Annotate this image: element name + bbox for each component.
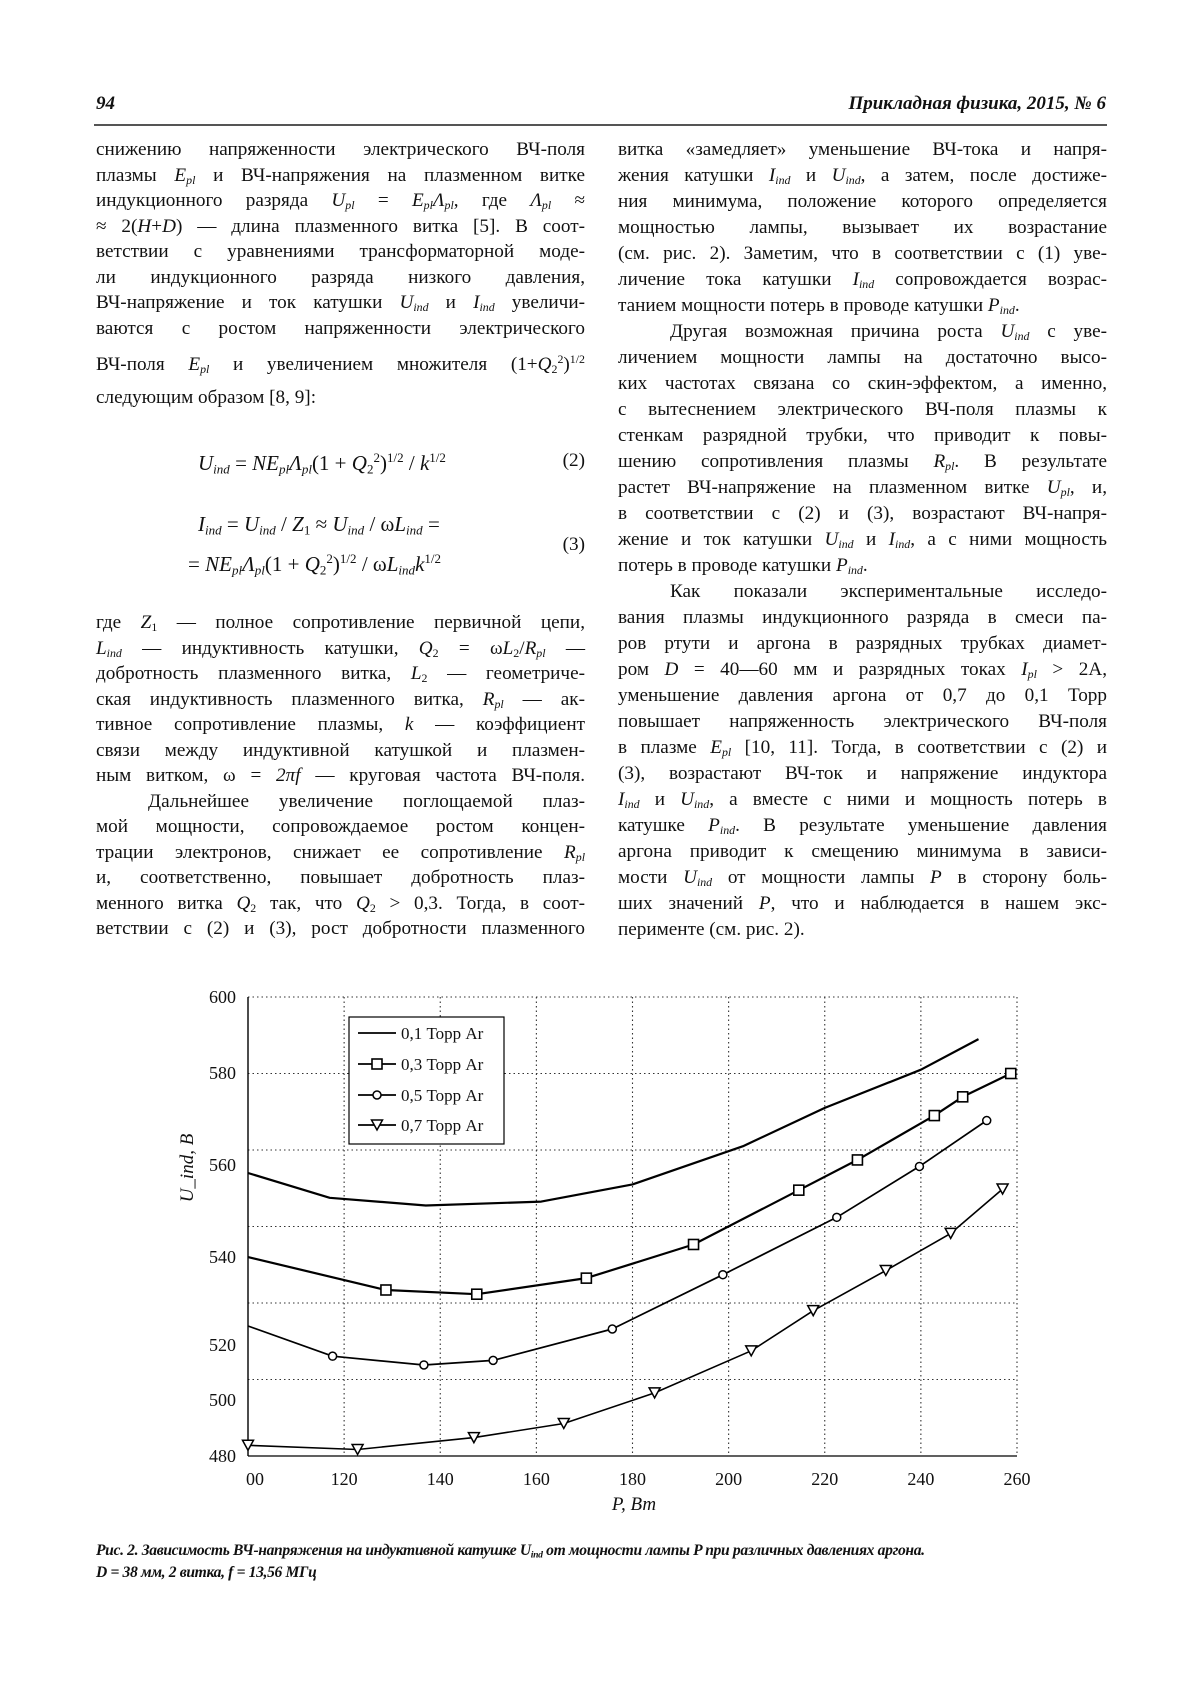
text-line: повышает напряженность электрического ВЧ-поля xyxy=(618,711,1107,732)
text-line: ская индуктивность плазменного витка, $R_{pl}$ — ак- xyxy=(96,688,585,711)
text-line: Дальнейшее увеличение поглощаемой плаз- xyxy=(148,790,585,812)
text-line: уменьшение давления аргона от 0,7 до 0,1 Торр xyxy=(618,685,1107,706)
data-point-marker xyxy=(833,1213,841,1221)
y-tick-label: 560 xyxy=(209,1155,236,1175)
text-line: жения катушки $I_{ind}$ и $U_{ind}$, а затем, после достиже- xyxy=(618,165,1107,187)
text-line: ным витком, ω = 2πf — круговая частота ВЧ-поля. xyxy=(96,765,585,786)
x-tick-label: 140 xyxy=(426,1469,454,1489)
text-line: ветствии с (2) и (3), рост добротности плазменного xyxy=(96,918,585,939)
equation-3-line-1: $I_{ind} = U_{ind} / Z_1 \approx U_{ind} / \omega L_{ind}$ = xyxy=(198,512,440,538)
text-line: с вытеснением электрического ВЧ-поля плазмы к xyxy=(618,399,1107,420)
text-line: шению сопротивления плазмы $R_{pl}$. В результате xyxy=(618,451,1107,473)
text-line: катушке $P_{ind}$. В результате уменьшение давления xyxy=(618,815,1107,837)
text-line: в соответствии с (2) и (3), возрастают ВЧ-напря- xyxy=(618,503,1107,524)
text-line: Как показали экспериментальные исследо- xyxy=(670,581,1107,602)
text-line: ких частотах связана со скин-эффектом, а именно, xyxy=(618,373,1107,394)
legend-label: 0,7 Торр Ar xyxy=(401,1116,484,1135)
text-line: снижению напряженности электрического ВЧ-поля xyxy=(96,139,585,160)
text-line: следующим образом [8, 9]: xyxy=(96,387,317,408)
text-line: менного витка $Q_2$ так, что $Q_2 > 0,3$. Тогда, в соот- xyxy=(96,892,585,915)
text-line: витка «замедляет» уменьшение ВЧ-тока и напря- xyxy=(618,139,1107,160)
data-point-marker xyxy=(420,1361,428,1369)
text-line: ВЧ-поля $E_{pl}$ и увеличением множителя $(1+Q_2^2)^{1/2}$ xyxy=(96,351,585,376)
text-line: и, соответственно, повышает добротность плаз- xyxy=(96,867,585,888)
text-line: стенкам разрядной трубки, что приводит к повы- xyxy=(618,425,1107,446)
text-line: ВЧ-напряжение и ток катушки $U_{ind}$ и $I_{ind}$ увеличи- xyxy=(96,292,585,314)
data-point-marker xyxy=(808,1306,819,1316)
text-line: мости $U_{ind}$ от мощности лампы P в сторону боль- xyxy=(618,867,1107,889)
text-line: где $Z_1$ — полное сопротивление первичной цепи, xyxy=(96,612,585,634)
y-tick-label: 540 xyxy=(209,1247,236,1267)
text-line: трации электронов, снижает ее сопротивление $R_{pl}$ xyxy=(96,841,585,864)
data-point-marker xyxy=(929,1111,939,1121)
x-tick-label: 220 xyxy=(811,1469,839,1489)
text-line: вания плазмы индукционного разряда в смеси па- xyxy=(618,607,1107,628)
legend-label: 0,3 Торр Ar xyxy=(401,1055,484,1074)
text-line: аргона приводит к смещению минимума в зависи- xyxy=(618,841,1107,862)
text-line: ния минимума, положение которого определяется xyxy=(618,191,1107,212)
data-point-marker xyxy=(649,1388,660,1398)
text-line: перименте (см. рис. 2). xyxy=(618,919,805,940)
text-line: жение и ток катушки $U_{ind}$ и $I_{ind}$, а с ними мощность xyxy=(618,529,1107,551)
text-line: ≈ 2(H+D) — длина плазменного витка [5]. В соот- xyxy=(96,215,585,237)
data-point-marker xyxy=(746,1346,757,1356)
equation-3-number: (3) xyxy=(562,534,585,555)
x-axis-label: P, Вт xyxy=(611,1494,657,1515)
x-tick-label: 200 xyxy=(715,1469,743,1489)
text-line: ли индукционного разряда низкого давления, xyxy=(96,266,585,288)
text-line: мой мощности, сопровождаемое ростом концен- xyxy=(96,816,585,837)
text-line: плазмы $E_{pl}$ и ВЧ-напряжения на плазменном витке xyxy=(96,164,586,187)
equation-2: $U_{ind} = NE_{pl}\Lambda_{pl}(1 + Q_2^2)^{1/2} / k^{1/2}$ xyxy=(198,450,446,477)
figure-caption-line-2: D = 38 мм, 2 витка, f = 13,56 МГц xyxy=(96,1564,317,1581)
text-line: танием мощности потерь в проводе катушки $P_{ind}$. xyxy=(618,295,1020,317)
equation-2-number: (2) xyxy=(562,450,585,471)
text-line: $I_{ind}$ и $U_{ind}$, а вместе с ними и мощность потерь в xyxy=(618,789,1107,811)
y-tick-label: 580 xyxy=(209,1063,236,1083)
series-line xyxy=(248,1121,987,1366)
text-line: ваются с ростом напряженности электрического xyxy=(96,317,585,339)
page-number: 94 xyxy=(96,93,115,114)
data-point-marker xyxy=(472,1289,482,1299)
text-line: (3), возрастают ВЧ-ток и напряжение индуктора xyxy=(618,763,1107,784)
y-tick-label: 600 xyxy=(209,987,236,1007)
text-line: ров ртути и аргона в разрядных трубках диамет- xyxy=(618,633,1107,654)
x-tick-label: 160 xyxy=(522,1469,550,1489)
text-line: потерь в проводе катушки $P_{ind}$. xyxy=(618,555,868,577)
data-point-marker xyxy=(689,1239,699,1249)
text-line: тивное сопротивление плазмы, k — коэффициент xyxy=(96,714,585,735)
text-line: ветствии с уравнениями трансформаторной моде- xyxy=(96,241,585,262)
text-line: ром D = 40—60 мм и разрядных токах $I_{pl} > 2А$, xyxy=(618,659,1107,681)
text-line: (см. рис. 2). Заметим, что в соответствии с (1) уве- xyxy=(618,243,1107,264)
data-point-marker xyxy=(608,1325,616,1333)
text-line: мощностью лампы, вызывает их возрастание xyxy=(618,217,1107,238)
x-tick-label: 260 xyxy=(1003,1469,1031,1489)
text-line: индукционного разряда $U_{pl} = E_{pl}\Lambda_{pl}$, где $\Lambda_{pl}$ ≈ xyxy=(96,190,585,212)
text-line: $L_{ind}$ — индуктивность катушки, $Q_2 = \omega L_2/R_{pl}$ — xyxy=(96,637,586,660)
text-line: связи между индуктивной катушкой и плазмен- xyxy=(96,739,585,761)
text-line: Другая возможная причина роста $U_{ind}$ с уве- xyxy=(670,321,1108,343)
data-point-marker xyxy=(1006,1069,1016,1079)
data-point-marker xyxy=(852,1155,862,1165)
data-point-marker xyxy=(329,1352,337,1360)
data-point-marker xyxy=(489,1356,497,1364)
legend-label: 0,1 Торр Ar xyxy=(401,1024,484,1043)
legend-marker xyxy=(373,1091,381,1099)
text-line: личением мощности лампы на достаточно высо- xyxy=(618,347,1107,368)
data-point-marker xyxy=(581,1273,591,1283)
text-line: ших значений P, что и наблюдается в нашем экс- xyxy=(618,893,1107,914)
data-point-marker xyxy=(381,1285,391,1295)
text-line: личение тока катушки $I_{ind}$ сопровождается возрас- xyxy=(618,269,1107,291)
text-line: добротность плазменного витка, $L_2$ — геометриче- xyxy=(96,663,585,685)
x-tick-label: 120 xyxy=(330,1469,358,1489)
data-point-marker xyxy=(880,1265,891,1275)
x-tick-label: 00 xyxy=(246,1469,264,1489)
data-point-marker xyxy=(794,1185,804,1195)
legend-label: 0,5 Торр Ar xyxy=(401,1086,484,1105)
journal-title: Прикладная физика, 2015, № 6 xyxy=(848,93,1106,114)
data-point-marker xyxy=(719,1271,727,1279)
data-point-marker xyxy=(915,1162,923,1170)
text-line: в плазме $E_{pl}$ [10, 11]. Тогда, в соответствии с (2) и xyxy=(618,737,1108,759)
data-point-marker xyxy=(945,1228,956,1238)
x-tick-label: 180 xyxy=(619,1469,646,1489)
y-tick-label: 500 xyxy=(209,1390,236,1410)
data-point-marker xyxy=(983,1117,991,1125)
series-line xyxy=(248,1189,1003,1450)
legend-marker xyxy=(372,1059,382,1069)
y-tick-label: 520 xyxy=(209,1335,236,1355)
text-line: растет ВЧ-напряжение на плазменном витке $U_{pl}$, и, xyxy=(618,477,1107,499)
y-tick-label: 480 xyxy=(209,1446,236,1466)
data-point-marker xyxy=(958,1092,968,1102)
x-tick-label: 240 xyxy=(907,1469,935,1489)
y-axis-label: U_ind, В xyxy=(177,1133,198,1203)
equation-3-line-2: = $NE_{pl}\Lambda_{pl}(1 + Q_2^2)^{1/2} / \omega L_{ind}k^{1/2}$ xyxy=(188,551,442,578)
figure-caption-line-1: Рис. 2. Зависимость ВЧ-напряжения на индуктивной катушке $U_{ind}$ от мощности лампы P при различных давлениях аргона. xyxy=(96,1542,925,1561)
